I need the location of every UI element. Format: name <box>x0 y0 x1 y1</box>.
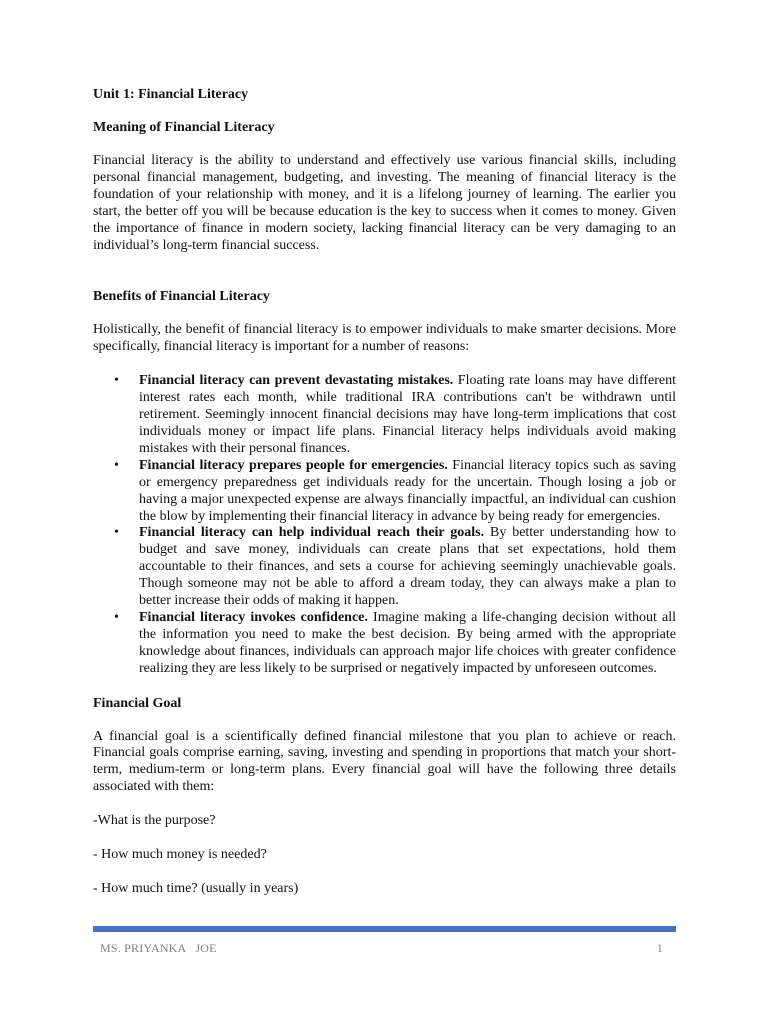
bullet-icon: • <box>114 457 119 473</box>
goal-question-purpose: -What is the purpose? <box>93 813 216 829</box>
bullet-icon: • <box>114 525 119 541</box>
benefit-lead: Financial literacy invokes confidence. <box>139 609 368 625</box>
financial-goal-heading: Financial Goal <box>93 695 182 711</box>
benefit-lead: Financial literacy can prevent devastating mistakes. <box>139 373 454 389</box>
goal-question-time: - How much time? (usually in years) <box>93 881 299 896</box>
list-item <box>93 458 676 526</box>
benefits-list <box>93 373 676 677</box>
benefit-lead: Financial literacy prepares people for emergencies. <box>139 457 448 473</box>
meaning-paragraph: Financial literacy is the ability to understand and effectively use various financial skills, including personal financial management, budgeting, and investing. The meaning of financial literacy is the foundation of your relationship with money, and it is a lifelong journey of learning. The earlier you start, the better off you will be because education is the key to success when it comes to money. Given the importance of finance in modern society, lacking financial literacy can be very damaging to an individual’s long-term financial success. <box>93 153 676 253</box>
financial-goal-paragraph: A financial goal is a scientifically defined financial milestone that you plan to achieve or reach. Financial goals comprise earning, saving, investing and spending in proportions that match your short-term, medium-term or long-term plans. Every financial goal will have the following three details associated with them: <box>93 728 676 795</box>
benefit-lead: Financial literacy can help individual reach their goals. <box>139 525 485 541</box>
benefit-text: Financial literacy topics such as saving or emergency preparedness get individuals ready for the uncertain. Though losing a job or having a major unexpected expense are always financially impactful, an individual can cushion the blow by implementing their financial literacy in advance by being ready for emergencies. <box>139 457 676 524</box>
bullet-icon: • <box>114 609 119 625</box>
list-item <box>93 373 676 458</box>
benefit-text: By better understanding how to budget and save money, individuals can create plans that set expectations, hold them accountable to their finances, and sets a course for achieving seemingly unachievable goals. Though someone may not be able to afford a dream today, they can always make a plan to better increase their odds of making it happen. <box>139 525 676 609</box>
meaning-heading: Meaning of Financial Literacy <box>93 120 275 135</box>
footer-rule <box>93 926 676 932</box>
page-footer <box>100 941 663 956</box>
benefits-intro: Holistically, the benefit of financial literacy is to empower individuals to make smarter decisions. More specifically, financial literacy is important for a number of reasons: <box>93 322 676 355</box>
bullet-icon: • <box>114 373 119 389</box>
benefits-heading: Benefits of Financial Literacy <box>93 289 270 305</box>
benefit-text: Imagine making a life-changing decision without all the information you need to make the best decision. By being armed with the appropriate knowledge about finances, individuals can approach major life choices with greater confidence realizing they are less likely to be surprised or negatively impacted by unforeseen outcomes. <box>139 609 677 676</box>
page-number: 1 <box>656 941 663 955</box>
unit-title: Unit 1: Financial Literacy <box>93 87 249 102</box>
list-item <box>93 525 676 610</box>
goal-question-money: - How much money is needed? <box>93 847 267 863</box>
page-content <box>93 86 676 898</box>
benefit-text: Floating rate loans may have different interest rates each month, while traditional IRA contributions can't be withdrawn until retirement. Seemingly innocent financial decisions may have long-term implications that cost individuals money or impact life plans. Financial literacy helps individuals avoid making mistakes with their personal finances. <box>139 373 676 456</box>
list-item <box>93 610 676 678</box>
footer-author: MS. PRIYANKA JOE <box>100 941 217 955</box>
